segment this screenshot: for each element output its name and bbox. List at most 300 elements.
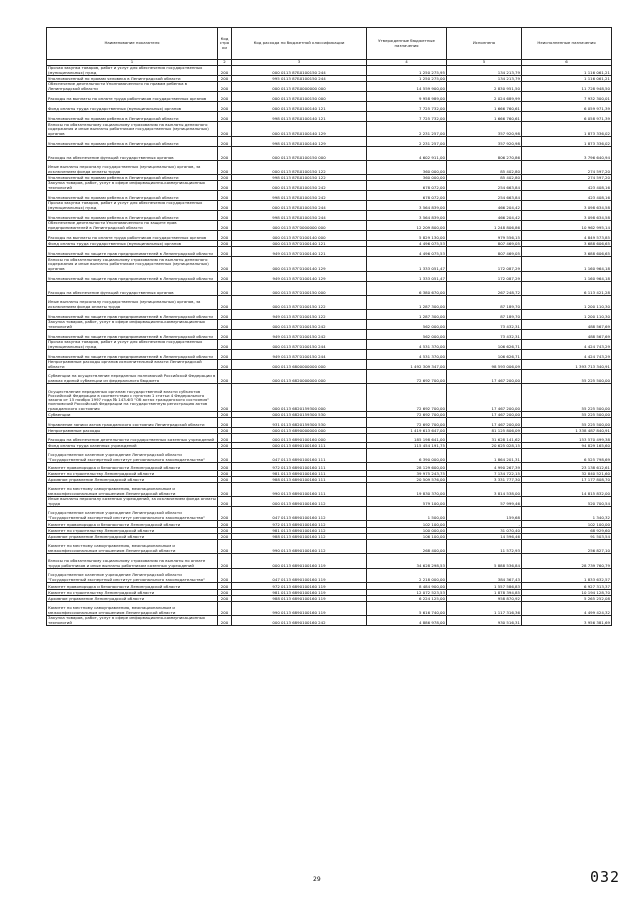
row-approved-amount: 115 454 191,75 <box>367 443 447 449</box>
row-approved-amount: 4 886 978,00 <box>367 616 447 626</box>
row-line-code: 200 <box>218 147 232 161</box>
table-body <box>47 66 612 626</box>
table-row <box>47 310 612 320</box>
row-budget-classification-code: 000 0113 6890100160 112 <box>232 497 367 507</box>
row-budget-classification-code: 972 0113 6890100160 111 <box>232 463 367 471</box>
row-line-code: 200 <box>218 554 232 569</box>
row-unexecuted-amount: 1 340,32 <box>522 507 612 521</box>
row-executed-amount: 958 870,92 <box>447 596 522 602</box>
header-budget-classification-code: Код расхода по бюджетной классификации <box>232 28 367 60</box>
row-unexecuted-amount: 3 688 606,65 <box>522 241 612 247</box>
row-approved-amount: 678 072,00 <box>367 181 447 191</box>
row-indicator-name: Расходы на обеспечение функций государственных органов <box>47 282 218 296</box>
row-budget-classification-code: 981 0113 6890100160 119 <box>232 590 367 596</box>
row-indicator-name: Комитет по строительству Ленинградской области <box>47 471 218 477</box>
row-line-code: 200 <box>218 471 232 477</box>
row-executed-amount: 17 467 200,00 <box>447 370 522 384</box>
row-unexecuted-amount: 4 424 743,29 <box>522 340 612 350</box>
row-indicator-name: Закупка товаров, работ, услуг в сфере информационно-коммуникационных технологий <box>47 616 218 626</box>
table-row <box>47 497 612 507</box>
row-executed-amount: 1 557 586,83 <box>447 583 522 590</box>
row-executed-amount: 979 556,15 <box>447 231 522 241</box>
row-budget-classification-code: 949 0113 87Г0100150 122 <box>232 310 367 320</box>
table-row <box>47 201 612 211</box>
row-budget-classification-code: 000 0113 6890100160 242 <box>232 616 367 626</box>
row-line-code: 200 <box>218 211 232 221</box>
row-unexecuted-amount: 102 100,00 <box>522 521 612 528</box>
row-executed-amount: 384 367,43 <box>447 569 522 583</box>
row-unexecuted-amount: 4 499 424,32 <box>522 602 612 616</box>
row-indicator-name: Фонд оплаты труда государственных (муниципальных) органов <box>47 102 218 112</box>
row-executed-amount: 3 814 538,00 <box>447 483 522 497</box>
row-line-code: 200 <box>218 66 232 76</box>
row-approved-amount: 72 692 700,00 <box>367 384 447 412</box>
page-number: 29 <box>313 876 321 883</box>
row-budget-classification-code: 998 0113 87Б0100140 129 <box>232 137 367 147</box>
row-executed-amount: 106 626,71 <box>447 350 522 360</box>
table-row <box>47 507 612 521</box>
row-approved-amount: 4 531 370,00 <box>367 340 447 350</box>
row-indicator-name: Уполномоченный по защите прав предпринимателей в Ленинградской области <box>47 247 218 257</box>
row-executed-amount: 81 125 806,09 <box>447 428 522 434</box>
row-budget-classification-code: 981 0113 6890100160 111 <box>232 471 367 477</box>
row-indicator-name: Государственное казенное учреждение Ленинградской области "Государственный экспертный институт регионального законодательства" <box>47 449 218 463</box>
row-approved-amount: 579 100,00 <box>367 497 447 507</box>
row-budget-classification-code: 990 0113 6890100160 112 <box>232 540 367 554</box>
row-line-code: 200 <box>218 602 232 616</box>
table-row <box>47 569 612 583</box>
row-executed-amount: 73 432,31 <box>447 330 522 340</box>
row-budget-classification-code: 000 0113 6890100160 119 <box>232 554 367 569</box>
row-line-code: 200 <box>218 296 232 310</box>
table-row <box>47 92 612 102</box>
row-budget-classification-code: 000 0113 87Г0100140 129 <box>232 257 367 272</box>
row-approved-amount: 4 531 370,00 <box>367 350 447 360</box>
row-approved-amount: 12 209 800,00 <box>367 221 447 231</box>
row-approved-amount: 4 496 075,53 <box>367 241 447 247</box>
row-indicator-name: Уполномоченный по защите прав предпринимателей в Ленинградской области <box>47 310 218 320</box>
column-number: 4 <box>367 60 447 66</box>
table-row <box>47 122 612 137</box>
row-line-code: 200 <box>218 370 232 384</box>
row-indicator-name: Взносы по обязательному социальному страхованию на выплаты по оплате труда работников и иные выплаты работникам казенных учреждений <box>47 554 218 569</box>
row-approved-amount: 5 616 740,00 <box>367 602 447 616</box>
row-unexecuted-amount: 32 840 521,60 <box>522 471 612 477</box>
row-executed-amount: 4 990 267,39 <box>447 463 522 471</box>
column-number: 1 <box>47 60 218 66</box>
row-indicator-name: Уполномоченный по правам ребенка в Ленинградской области <box>47 137 218 147</box>
row-unexecuted-amount: 1 833 632,57 <box>522 569 612 583</box>
row-unexecuted-amount: 1 116 061,21 <box>522 76 612 82</box>
row-budget-classification-code: 981 0113 6890100160 112 <box>232 528 367 534</box>
row-unexecuted-amount: 23 138 612,61 <box>522 463 612 471</box>
row-executed-amount: 17 467 200,00 <box>447 384 522 412</box>
table-row <box>47 272 612 282</box>
row-unexecuted-amount: 1 160 964,18 <box>522 257 612 272</box>
row-unexecuted-amount: 55 225 500,00 <box>522 370 612 384</box>
header-executed: Исполнено <box>447 28 522 60</box>
row-line-code: 200 <box>218 247 232 257</box>
row-line-code: 200 <box>218 175 232 181</box>
row-budget-classification-code: 047 0113 6890100160 119 <box>232 569 367 583</box>
row-budget-classification-code: 000 0113 87Г0000000 000 <box>232 221 367 231</box>
budget-execution-table <box>46 27 612 626</box>
row-executed-amount: - <box>447 521 522 528</box>
row-approved-amount: 9 958 989,00 <box>367 92 447 102</box>
row-executed-amount: 807 469,05 <box>447 241 522 247</box>
row-unexecuted-amount: 68 929,60 <box>522 528 612 534</box>
row-budget-classification-code: 949 0113 87Г0100150 244 <box>232 350 367 360</box>
row-approved-amount: 1 492 309 347,00 <box>367 360 447 370</box>
row-approved-amount: 7 725 732,00 <box>367 112 447 122</box>
row-budget-classification-code: 000 0113 6800000000 000 <box>232 360 367 370</box>
row-approved-amount: 2 218 000,00 <box>367 569 447 583</box>
row-indicator-name: Фонд оплаты труда государственных (муниципальных) органов <box>47 241 218 247</box>
table-row <box>47 296 612 310</box>
row-budget-classification-code: 998 0113 87Б0100150 244 <box>232 211 367 221</box>
row-budget-classification-code: 998 0113 87Б0100150 242 <box>232 191 367 201</box>
row-unexecuted-amount: 4 424 743,29 <box>522 350 612 360</box>
row-budget-classification-code: 000 0113 87Г0100150 122 <box>232 296 367 310</box>
row-indicator-name: Комитет по строительству Ленинградской области <box>47 590 218 596</box>
row-approved-amount: 5 829 130,00 <box>367 231 447 241</box>
row-approved-amount: 2 231 257,00 <box>367 122 447 137</box>
row-indicator-name: Расходы на обеспечение функций государственных органов <box>47 147 218 161</box>
row-approved-amount: 185 198 641,00 <box>367 434 447 443</box>
row-approved-amount: 678 072,00 <box>367 191 447 201</box>
row-line-code: 200 <box>218 443 232 449</box>
table-row <box>47 66 612 76</box>
row-indicator-name: Взносы по обязательному социальному страхованию на выплаты денежного содержания и иные выплаты работникам государственных (муниципальных) органов <box>47 257 218 272</box>
row-indicator-name: Комитет правопорядка и безопасности Ленинградской области <box>47 463 218 471</box>
table-row <box>47 602 612 616</box>
row-unexecuted-amount: 3 098 634,58 <box>522 201 612 211</box>
row-approved-amount: 268 400,00 <box>367 540 447 554</box>
row-line-code: 200 <box>218 384 232 412</box>
row-indicator-name: Архивное управление Ленинградской области <box>47 596 218 602</box>
row-executed-amount: 806 270,86 <box>447 147 522 161</box>
row-indicator-name: Обеспечение деятельности Уполномоченного по правам ребенка в Ленинградской области <box>47 82 218 92</box>
row-line-code: 200 <box>218 181 232 191</box>
column-number: 2 <box>218 60 232 66</box>
row-unexecuted-amount: 488 567,69 <box>522 320 612 330</box>
row-indicator-name: Прочая закупка товаров, работ и услуг для обеспечения государственных (муниципальных) нужд <box>47 340 218 350</box>
row-approved-amount: 20 509 576,00 <box>367 477 447 483</box>
row-budget-classification-code: 000 0113 87Г0100150 000 <box>232 282 367 296</box>
row-unexecuted-amount: 1 200 110,30 <box>522 310 612 320</box>
header-indicator-name: Наименование показателя <box>47 28 218 60</box>
row-indicator-name: Архивное управление Ленинградской области <box>47 534 218 540</box>
row-indicator-name: Фонд оплаты труда казенных учреждений <box>47 443 218 449</box>
row-executed-amount: 466 204,42 <box>447 201 522 211</box>
row-indicator-name: Закупка товаров, работ, услуг в сфере информационно-коммуникационных технологий <box>47 320 218 330</box>
row-line-code: 200 <box>218 412 232 418</box>
row-unexecuted-amount: 3 098 634,58 <box>522 211 612 221</box>
row-line-code: 200 <box>218 463 232 471</box>
table-row <box>47 231 612 241</box>
row-budget-classification-code: 000 0113 6820000000 000 <box>232 370 367 384</box>
row-unexecuted-amount: 55 225 500,00 <box>522 418 612 428</box>
table-row <box>47 147 612 161</box>
row-indicator-name: Комитет по местному самоуправлению, межнациональным и межконфессиональным отношениям Ленинградской области <box>47 540 218 554</box>
row-indicator-name: Уполномоченный по защите прав предпринимателей в Ленинградской области <box>47 272 218 282</box>
row-unexecuted-amount: 153 570 499,38 <box>522 434 612 443</box>
row-budget-classification-code: 000 0113 87Б0000000 000 <box>232 82 367 92</box>
row-executed-amount: 357 920,98 <box>447 137 522 147</box>
table-row <box>47 112 612 122</box>
row-budget-classification-code: 000 0113 87Б0100140 129 <box>232 122 367 137</box>
row-executed-amount: 1 666 760,61 <box>447 112 522 122</box>
row-executed-amount: 134 213,79 <box>447 66 522 76</box>
row-indicator-name: Непрограммные расходы <box>47 428 218 434</box>
row-budget-classification-code: 990 0113 6890100160 111 <box>232 483 367 497</box>
row-line-code: 200 <box>218 320 232 330</box>
row-unexecuted-amount: 1 393 713 340,91 <box>522 360 612 370</box>
row-unexecuted-amount: 6 059 971,39 <box>522 102 612 112</box>
table-row <box>47 257 612 272</box>
table-row <box>47 463 612 471</box>
row-budget-classification-code: 990 0113 6890100160 119 <box>232 602 367 616</box>
row-indicator-name: Комитет по местному самоуправлению, межнациональным и межконфессиональным отношениям Ленинградской области <box>47 602 218 616</box>
row-indicator-name: Расходы на обеспечение деятельности государственных казенных учреждений <box>47 434 218 443</box>
row-budget-classification-code: 000 0113 6890100160 000 <box>232 434 367 443</box>
row-approved-amount: 1 500,00 <box>367 507 447 521</box>
row-unexecuted-amount: 7 932 300,01 <box>522 92 612 102</box>
row-executed-amount: 1 248 806,86 <box>447 221 522 231</box>
row-executed-amount: 31 628 141,62 <box>447 434 522 443</box>
row-indicator-name: Прочая закупка товаров, работ и услуг для обеспечения государственных (муниципальных) нужд <box>47 66 218 76</box>
table-row <box>47 282 612 296</box>
row-indicator-name: Уполномоченный по защите прав предпринимателей в Ленинградской области <box>47 350 218 360</box>
row-line-code: 200 <box>218 528 232 534</box>
table-row <box>47 360 612 370</box>
row-line-code: 200 <box>218 340 232 350</box>
row-indicator-name: Непрограммные расходы органов исполнительной власти Ленинградской области <box>47 360 218 370</box>
table-row <box>47 320 612 330</box>
header-unexecuted-appropriations: Неисполненные назначения <box>522 28 612 60</box>
row-executed-amount: 20 625 028,15 <box>447 443 522 449</box>
row-executed-amount: 31 070,40 <box>447 528 522 534</box>
row-indicator-name: Субвенции <box>47 412 218 418</box>
table-row <box>47 340 612 350</box>
row-unexecuted-amount: 1 873 336,02 <box>522 137 612 147</box>
row-indicator-name: Уполномоченный по защите прав предпринимателей в Ленинградской области <box>47 330 218 340</box>
row-executed-amount: 1 864 201,31 <box>447 449 522 463</box>
row-line-code: 200 <box>218 434 232 443</box>
row-indicator-name: Комитет по строительству Ленинградской области <box>47 528 218 534</box>
row-line-code: 200 <box>218 92 232 102</box>
row-indicator-name: Архивное управление Ленинградской области <box>47 477 218 483</box>
row-unexecuted-amount: 1 116 061,21 <box>522 66 612 76</box>
row-line-code: 200 <box>218 102 232 112</box>
row-budget-classification-code: 000 0113 87Б0100150 122 <box>232 161 367 175</box>
row-budget-classification-code: 949 0113 87Г0100150 242 <box>232 330 367 340</box>
row-executed-amount: 807 469,05 <box>447 247 522 257</box>
row-unexecuted-amount: 10 962 995,14 <box>522 221 612 231</box>
table-row <box>47 370 612 384</box>
row-executed-amount: 1 878 394,85 <box>447 590 522 596</box>
row-unexecuted-amount: 91 503,54 <box>522 534 612 540</box>
row-budget-classification-code: 000 0113 87Г0100140 000 <box>232 231 367 241</box>
row-unexecuted-amount: 6 113 421,28 <box>522 282 612 296</box>
table-row <box>47 82 612 92</box>
row-approved-amount: 1 250 275,95 <box>367 66 447 76</box>
row-indicator-name: Государственное казенное учреждение Ленинградской области "Государственный экспертный институт регионального законодательства" <box>47 569 218 583</box>
column-number: 3 <box>232 60 367 66</box>
row-approved-amount: 6 390 000,00 <box>367 449 447 463</box>
row-executed-amount: 5 888 536,84 <box>447 554 522 569</box>
row-line-code: 200 <box>218 231 232 241</box>
row-unexecuted-amount: 94 829 165,60 <box>522 443 612 449</box>
row-unexecuted-amount: 520 700,54 <box>522 497 612 507</box>
row-executed-amount: 57 999,46 <box>447 497 522 507</box>
column-number: 5 <box>447 60 522 66</box>
row-approved-amount: 4 496 075,53 <box>367 247 447 257</box>
row-unexecuted-amount: 3 796 640,94 <box>522 147 612 161</box>
row-executed-amount: 172 087,29 <box>447 257 522 272</box>
row-approved-amount: 1 287 300,00 <box>367 296 447 310</box>
row-line-code: 200 <box>218 221 232 231</box>
row-budget-classification-code: 988 0113 6890100160 119 <box>232 596 367 602</box>
row-indicator-name: Обеспечение деятельности Уполномоченного по защите прав предпринимателей в Ленинградской области <box>47 221 218 231</box>
row-line-code: 200 <box>218 241 232 247</box>
table-row <box>47 449 612 463</box>
row-line-code: 200 <box>218 257 232 272</box>
row-line-code: 200 <box>218 583 232 590</box>
row-unexecuted-amount: 10 194 128,70 <box>522 590 612 596</box>
row-executed-amount: 11 572,93 <box>447 540 522 554</box>
row-executed-amount: 106 626,71 <box>447 340 522 350</box>
row-approved-amount: 562 000,00 <box>367 320 447 330</box>
row-executed-amount: 73 432,31 <box>447 320 522 330</box>
row-line-code: 200 <box>218 310 232 320</box>
row-approved-amount: 102 100,00 <box>367 521 447 528</box>
row-executed-amount: 85 402,80 <box>447 175 522 181</box>
row-indicator-name: Уполномоченный по правам ребенка в Ленинградской области <box>47 175 218 181</box>
row-approved-amount: 360 000,00 <box>367 161 447 175</box>
row-indicator-name: Прочая закупка товаров, работ и услуг для обеспечения государственных (муниципальных) нужд <box>47 201 218 211</box>
row-line-code: 200 <box>218 350 232 360</box>
row-budget-classification-code: 000 0113 6820159300 530 <box>232 412 367 418</box>
row-executed-amount: 134 213,79 <box>447 76 522 82</box>
row-indicator-name: Иные выплаты персоналу казенных учреждений, за исключением фонда оплаты труда <box>48 496 216 506</box>
row-line-code: 200 <box>218 483 232 497</box>
row-executed-amount: 930 516,31 <box>447 616 522 626</box>
row-unexecuted-amount: 4 849 573,85 <box>522 231 612 241</box>
table-row <box>47 221 612 231</box>
row-approved-amount: 72 692 700,00 <box>367 412 447 418</box>
row-unexecuted-amount: 55 225 500,00 <box>522 384 612 412</box>
row-approved-amount: 14 559 900,00 <box>367 82 447 92</box>
row-line-code: 200 <box>218 418 232 428</box>
row-line-code: 200 <box>218 534 232 540</box>
row-executed-amount: 466 204,42 <box>447 211 522 221</box>
archive-stamp-number: 032 <box>590 868 621 886</box>
row-unexecuted-amount: 423 408,16 <box>522 181 612 191</box>
row-executed-amount: 159,68 <box>447 507 522 521</box>
row-budget-classification-code: 949 0113 87Г0100140 129 <box>232 272 367 282</box>
row-unexecuted-amount: 3 688 606,65 <box>522 247 612 257</box>
row-line-code: 200 <box>218 507 232 521</box>
row-approved-amount: 562 000,00 <box>367 330 447 340</box>
row-approved-amount: 6 224 125,00 <box>367 596 447 602</box>
row-indicator-name: Уполномоченный по правам ребенка в Ленинградской области <box>47 211 218 221</box>
row-approved-amount: 12 072 523,53 <box>367 590 447 596</box>
row-budget-classification-code: 047 0113 6890100160 112 <box>232 507 367 521</box>
table-row <box>47 483 612 497</box>
row-unexecuted-amount: 1 338 487 840,91 <box>522 428 612 434</box>
row-executed-amount: 14 596,46 <box>447 534 522 540</box>
row-unexecuted-amount: 256 827,10 <box>522 540 612 554</box>
table-row <box>47 384 612 412</box>
row-executed-amount: 267 248,72 <box>447 282 522 296</box>
row-executed-amount: 1 117 316,36 <box>447 602 522 616</box>
row-approved-amount: 4 602 911,00 <box>367 147 447 161</box>
header-approved-appropriations: Утвержденные бюджетные назначения <box>367 28 447 60</box>
row-indicator-name: Закупка товаров, работ, услуг в сфере информационно-коммуникационных технологий <box>47 181 218 191</box>
row-indicator-name: Государственное казенное учреждение Ленинградской области "Государственный экспертный институт регионального законодательства" <box>47 507 218 521</box>
row-executed-amount: 87 189,70 <box>447 296 522 310</box>
row-approved-amount: 39 975 243,75 <box>367 471 447 477</box>
table-row <box>47 137 612 147</box>
row-executed-amount: 254 663,84 <box>447 191 522 201</box>
row-line-code: 200 <box>218 272 232 282</box>
table-row <box>47 191 612 201</box>
row-approved-amount: 28 129 600,00 <box>367 463 447 471</box>
row-indicator-name: Иные выплаты персоналу государственных (муниципальных) органов, за исключением фонда оплаты труда <box>47 161 218 175</box>
row-budget-classification-code: 998 0113 87Б0100150 122 <box>232 175 367 181</box>
row-executed-amount: 85 402,80 <box>447 161 522 175</box>
row-unexecuted-amount: 17 177 808,70 <box>522 477 612 483</box>
table-row <box>47 247 612 257</box>
row-line-code: 200 <box>218 596 232 602</box>
row-indicator-name: Расходы на выплаты по оплате труда работников государственных органов <box>47 231 218 241</box>
row-unexecuted-amount: 6 927 313,37 <box>522 583 612 590</box>
row-line-code: 200 <box>218 76 232 82</box>
row-line-code: 200 <box>218 201 232 211</box>
table-row <box>47 616 612 626</box>
row-executed-amount: 1 666 760,61 <box>447 102 522 112</box>
row-budget-classification-code: 949 0113 87Г0100140 121 <box>232 247 367 257</box>
row-budget-classification-code: 000 0113 87Г0100150 244 <box>232 340 367 350</box>
row-indicator-name: Иные выплаты персоналу государственных (муниципальных) органов, за исключением фонда оплаты труда <box>47 296 218 310</box>
row-indicator-name: Управление записи актов гражданского состояния Ленинградской области <box>47 418 218 428</box>
row-indicator-name: Уполномоченный по правам человека в Ленинградской области <box>47 76 218 82</box>
row-budget-classification-code: 931 0113 6820159300 530 <box>232 418 367 428</box>
row-budget-classification-code: 000 0113 87Г0100150 242 <box>232 320 367 330</box>
row-budget-classification-code: 000 0113 6820159300 000 <box>232 384 367 412</box>
row-executed-amount: 7 134 722,15 <box>447 471 522 477</box>
row-line-code: 200 <box>218 330 232 340</box>
row-unexecuted-amount: 1 873 336,02 <box>522 122 612 137</box>
row-unexecuted-amount: 5 265 252,08 <box>522 596 612 602</box>
row-unexecuted-amount: 6 058 971,39 <box>522 112 612 122</box>
row-line-code: 200 <box>218 137 232 147</box>
row-executed-amount: 2 024 689,99 <box>447 92 522 102</box>
row-indicator-name: Уполномоченный по правам ребенка в Ленинградской области <box>47 112 218 122</box>
row-unexecuted-amount: 3 956 381,69 <box>522 616 612 626</box>
column-number: 6 <box>522 60 612 66</box>
row-indicator-name: Комитет правопорядка и безопасности Ленинградской области <box>47 521 218 528</box>
row-unexecuted-amount: 55 225 500,00 <box>522 412 612 418</box>
row-line-code: 200 <box>218 360 232 370</box>
row-line-code: 200 <box>218 191 232 201</box>
row-unexecuted-amount: 274 597,20 <box>522 175 612 181</box>
row-executed-amount: 3 331 777,30 <box>447 477 522 483</box>
table-row <box>47 554 612 569</box>
row-budget-classification-code: 988 0113 6890100160 112 <box>232 534 367 540</box>
row-indicator-name: Уполномоченный по правам ребенка в Ленинградской области <box>47 191 218 201</box>
